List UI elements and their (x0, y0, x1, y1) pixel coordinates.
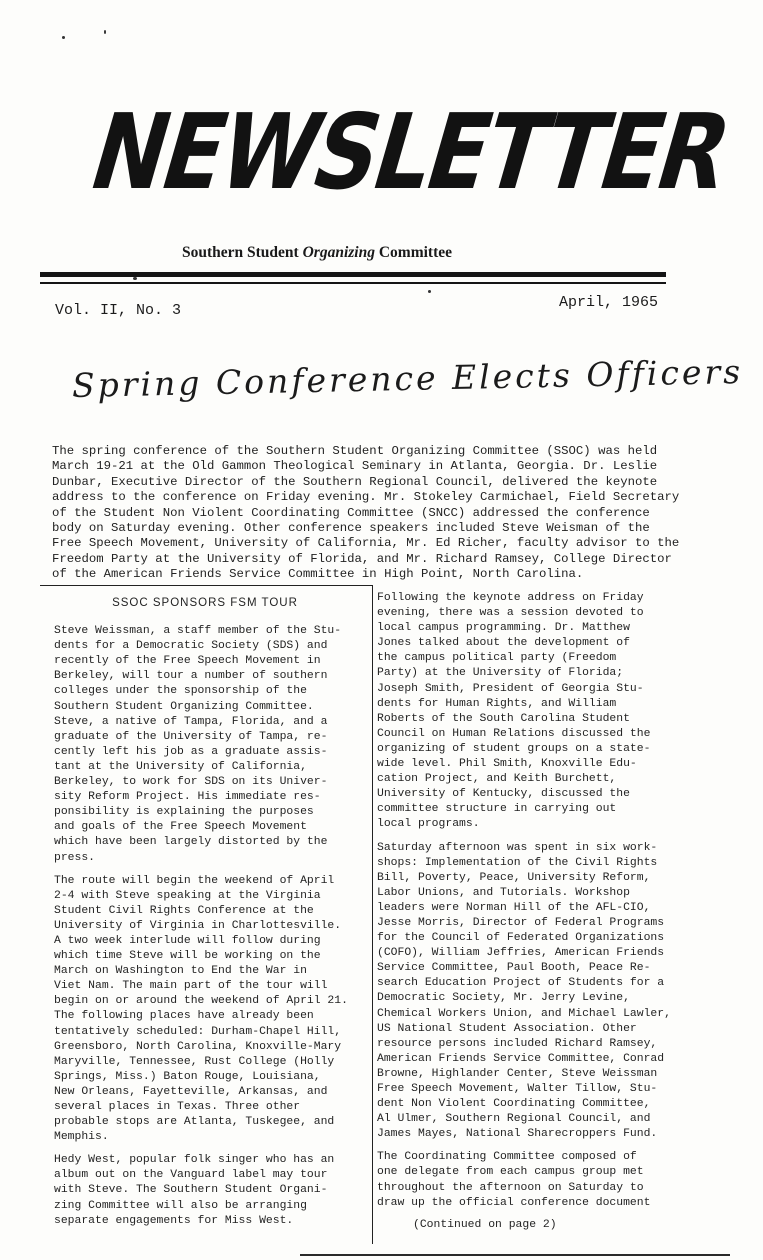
sidebar-line: Berkeley, will tour a number of southern (54, 670, 328, 683)
sidebar-line: March on Washington to End the War in (54, 965, 307, 978)
sidebar-line: recently of the Free Speech Movement in (54, 655, 321, 668)
issue-date: April, 1965 (559, 294, 659, 311)
bottom-rule (300, 1254, 730, 1256)
sidebar-line: dents for a Democratic Society (SDS) and (54, 640, 328, 653)
article-line: draw up the official conference document (377, 1196, 651, 1209)
article-line: Party) at the University of Florida; (377, 667, 624, 680)
continued-note: (Continued on page 2) (413, 1218, 557, 1231)
sidebar-article (54, 596, 370, 1236)
sidebar-line: New Orleans, Fayetteville, Arkansas, and (54, 1085, 328, 1098)
sidebar-title: SSOC SPONSORS FSM TOUR (112, 597, 298, 609)
headline: Spring Conference Elects Officers (71, 351, 744, 405)
sidebar-line: Steve Weissman, a staff member of the Stu- (54, 625, 342, 638)
volume-number: Vol. II, No. 3 (55, 302, 182, 319)
organization-name-part2: Organizing (302, 244, 375, 261)
sidebar-line: and goals of the Free Speech Movement (54, 821, 307, 834)
sidebar-line: The following places have already been (54, 1010, 314, 1023)
main-article-continued (377, 591, 707, 1233)
article-line: committee structure in carrying out (377, 803, 617, 816)
sidebar-line: tentatively scheduled: Durham-Chapel Hill, (54, 1025, 342, 1038)
organization-name-part3: Committee (378, 244, 452, 261)
sidebar-line: graduate of the University of Tampa, re- (54, 730, 328, 743)
article-line: Al Ulmer, Southern Regional Council, and (377, 1113, 651, 1126)
intro-line: March 19-21 at the Old Gammon Theological Seminary in Atlanta, Georgia. Dr. Leslie (52, 459, 658, 474)
article-line: the campus political party (Freedom (377, 652, 617, 665)
sidebar-line: separate engagements for Miss West. (54, 1214, 294, 1227)
sidebar-line: University of Virginia in Charlottesville. (54, 919, 342, 932)
article-paragraph (377, 841, 707, 1143)
intro-paragraph (52, 444, 712, 583)
article-line: Free Speech Movement, Walter Tillow, Stu- (377, 1083, 658, 1095)
sidebar-line: colleges under the sponsorship of the (54, 685, 307, 698)
sidebar-line: The route will begin the weekend of April (54, 874, 335, 887)
article-line: organizing of student groups on a state- (377, 742, 651, 755)
article-line: Following the keynote address on Friday (377, 592, 644, 604)
organization-name-part1: Southern Student (182, 244, 299, 261)
sidebar-line: Memphis. (54, 1131, 109, 1144)
intro-line: Free Speech Movement, University of California, Mr. Ed Richer, faculty advisor to the (52, 536, 680, 551)
article-line: local programs. (377, 818, 480, 831)
sidebar-line: Southern Student Organizing Committee. (54, 700, 314, 713)
article-line: James Mayes, National Sharecroppers Fund. (377, 1128, 658, 1141)
sidebar-line: which time Steve will be working on the (54, 950, 321, 963)
article-paragraph (377, 1150, 707, 1210)
intro-line: Dunbar, Executive Director of the Southern Regional Council, delivered the keynote (52, 474, 658, 489)
masthead-title: NEWSLETTER (77, 91, 743, 213)
article-line: one delegate from each campus group met (377, 1166, 644, 1179)
sidebar-line: Student Civil Rights Conference at the (54, 904, 314, 917)
article-line: evening, there was a session devoted to (377, 607, 644, 620)
intro-line: body on Saturday evening. Other conference speakers included Steve Weisman of the (52, 521, 650, 536)
speck-mark (133, 277, 137, 280)
sidebar-line: album out on the Vanguard label may tour (54, 1169, 328, 1182)
sidebar-line: which have been largely distorted by the (54, 836, 328, 849)
sidebar-line: cently left his job as a graduate assis- (54, 745, 328, 758)
article-line: for the Council of Federated Organizations (377, 932, 665, 945)
intro-line: of the Student Non Violent Coordinating Committee (SNCC) addressed the conference (52, 505, 650, 520)
article-line: search Education Project of Students for a (377, 977, 665, 990)
sidebar-line: ponsibility is explaining the purposes (54, 806, 314, 819)
intro-line: The spring conference of the Southern Student Organizing Committee (SSOC) was held (52, 444, 658, 458)
article-line: US National Student Association. Other (377, 1022, 637, 1035)
article-line: Service Committee, Paul Booth, Peace Re- (377, 962, 651, 975)
sidebar-line: Steve, a native of Tampa, Florida, and a (54, 715, 328, 728)
sidebar-line: sity Reform Project. His immediate res- (54, 791, 321, 804)
article-line: Jones talked about the development of (377, 637, 630, 650)
sidebar-paragraph (54, 1153, 370, 1228)
sidebar-paragraph (54, 624, 370, 866)
article-line: dent Non Violent Coordinating Committee, (377, 1098, 651, 1111)
speck-mark (104, 30, 106, 34)
article-line: Browne, Highlander Center, Steve Weissman (377, 1067, 658, 1080)
sidebar-paragraph (54, 874, 370, 1146)
masthead-rule-bottom (40, 282, 666, 284)
article-line: Jesse Morris, Director of Federal Programs (377, 916, 665, 929)
sidebar-line: zing Committee will also be arranging (54, 1199, 307, 1212)
article-line: Joseph Smith, President of Georgia Stu- (377, 682, 644, 695)
article-paragraph (377, 591, 707, 833)
article-line: Bill, Poverty, Peace, University Reform, (377, 871, 651, 884)
sidebar-line: Viet Nam. The main part of the tour will (54, 980, 328, 993)
sidebar-line: with Steve. The Southern Student Organi- (54, 1184, 328, 1197)
article-line: University of Kentucky, discussed the (377, 788, 630, 801)
sidebar-line: press. (54, 851, 96, 864)
article-line: (COFO), William Jeffries, American Friends (377, 947, 665, 960)
sidebar-line: A two week interlude will follow during (54, 934, 321, 947)
article-line: cation Project, and Keith Burchett, (377, 773, 617, 786)
main-article-body (377, 591, 707, 1211)
sidebar-line: 2-4 with Steve speaking at the Virginia (54, 889, 321, 902)
intro-line: of the American Friends Service Committee in High Point, North Carolina. (52, 567, 584, 582)
article-line: The Coordinating Committee composed of (377, 1151, 637, 1164)
sidebar-line: Maryville, Tennessee, Rust College (Holly (54, 1055, 335, 1068)
organization-name (182, 244, 452, 262)
article-line: throughout the afternoon on Saturday to (377, 1181, 644, 1194)
article-line: leaders were Norman Hill of the AFL-CIO, (377, 901, 651, 914)
sidebar-line: probable stops are Atlanta, Tuskegee, and (54, 1116, 335, 1129)
article-line: American Friends Service Committee, Conrad (377, 1052, 665, 1065)
article-line: Chemical Workers Union, and Michael Lawler, (377, 1007, 671, 1020)
article-line: shops: Implementation of the Civil Rights (377, 856, 658, 869)
speck-mark (428, 290, 431, 293)
speck-mark (62, 36, 65, 39)
sidebar-line: Hedy West, popular folk singer who has an (54, 1154, 335, 1167)
sidebar-line: several places in Texas. Three other (54, 1101, 301, 1113)
sidebar-line: Greensboro, North Carolina, Knoxville-Mary (54, 1040, 342, 1053)
sidebar-line: begin on or around the weekend of April 21. (54, 995, 348, 1008)
sidebar-line: Springs, Miss.) Baton Rouge, Louisiana, (54, 1070, 321, 1083)
sidebar-body (54, 624, 370, 1229)
article-line: Roberts of the South Carolina Student (377, 712, 630, 725)
article-line: local campus programming. Dr. Matthew (377, 622, 630, 635)
article-line: Labor Unions, and Tutorials. Workshop (377, 886, 630, 899)
sidebar-line: Berkeley, to work for SDS on its Univer- (54, 776, 328, 789)
article-line: Saturday afternoon was spent in six work- (377, 841, 658, 854)
article-line: wide level. Phil Smith, Knoxville Edu- (377, 758, 637, 771)
sidebar-line: tant at the University of California, (54, 760, 307, 773)
article-line: resource persons included Richard Ramsey, (377, 1037, 658, 1050)
article-line: Council on Human Relations discussed the (377, 727, 651, 740)
article-line: Democratic Society, Mr. Jerry Levine, (377, 992, 630, 1005)
article-line: dents for Human Rights, and William (377, 697, 617, 710)
intro-line: address to the conference on Friday evening. Mr. Stokeley Carmichael, Field Secretary (52, 490, 680, 505)
intro-line: Freedom Party at the University of Florida, and Mr. Richard Ramsey, College Director (52, 551, 672, 566)
